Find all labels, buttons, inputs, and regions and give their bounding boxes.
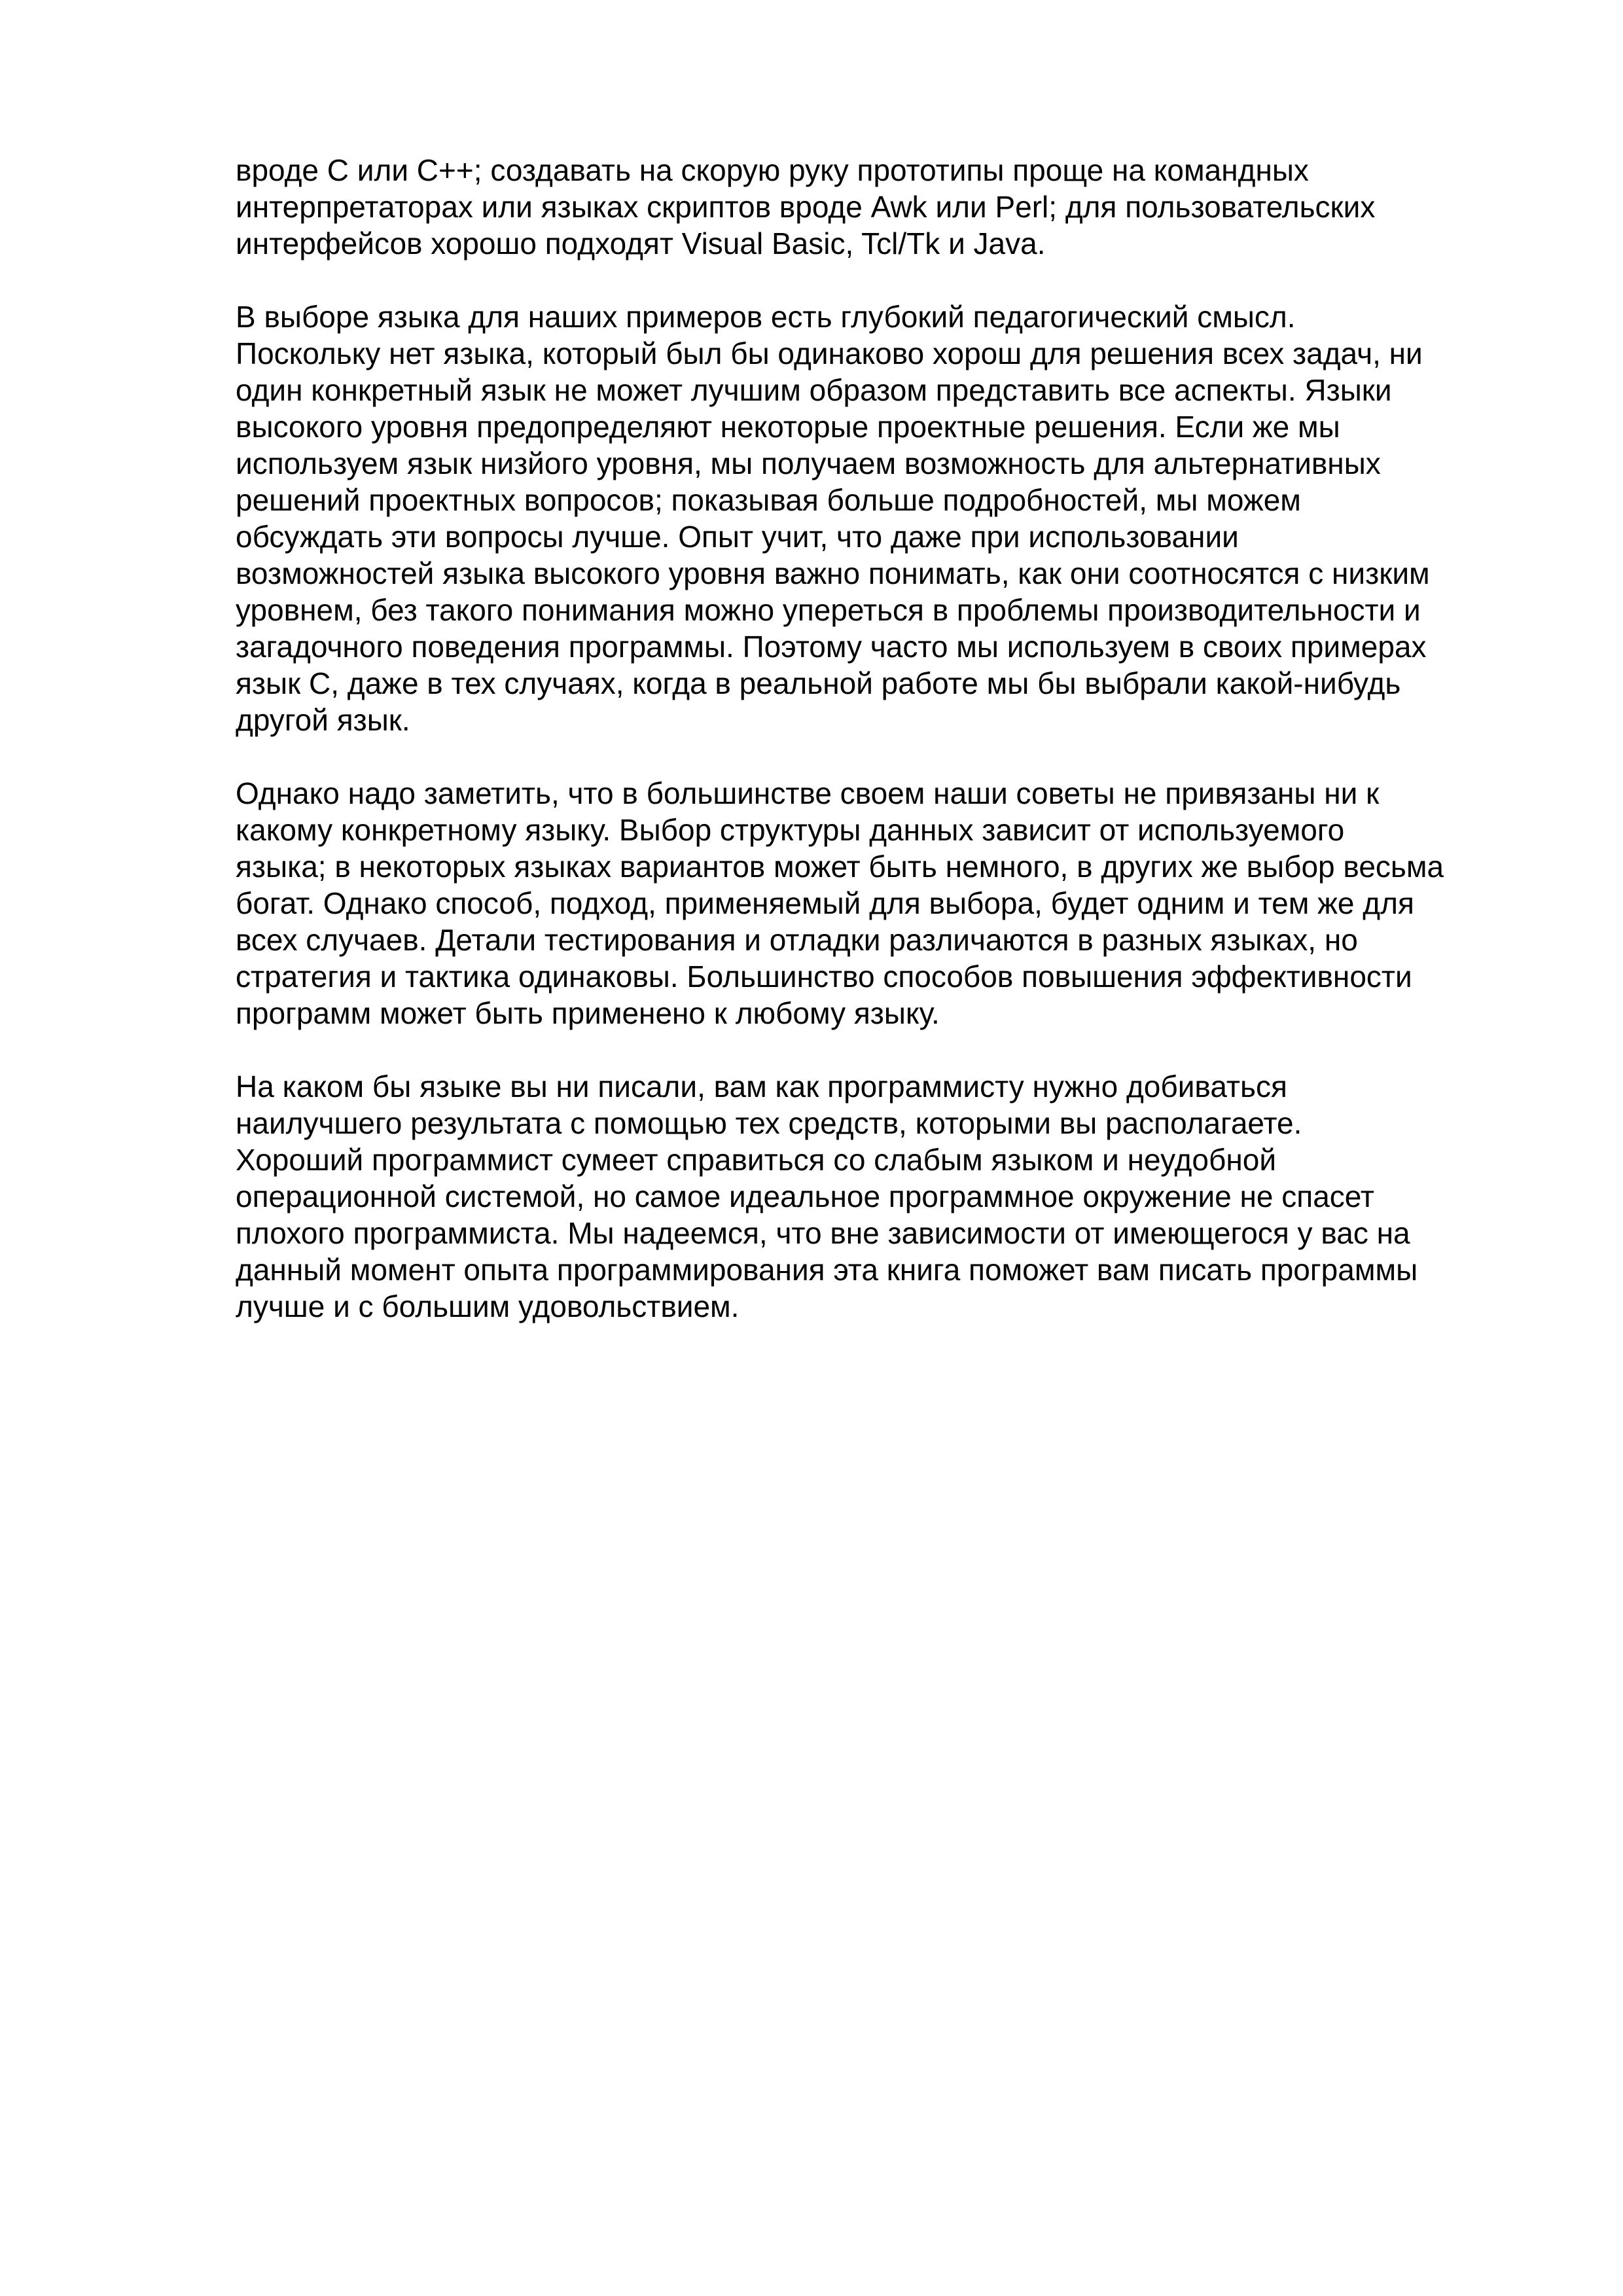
paragraph-2 (236, 298, 1544, 738)
text-line: интерфейсов хорошо подходят Visual Basic, Tcl/Tk и Java. (236, 226, 1046, 260)
text-line: языка; в некоторых языках вариантов может быть немного, в других же выбор весьма (236, 850, 1444, 884)
text-line: другой язык. (236, 703, 410, 737)
text-line: На каком бы языке вы ни писали, вам как программисту нужно добиваться (236, 1069, 1287, 1103)
text-line: обсуждать эти вопросы лучше. Опыт учит, что даже при использовании (236, 520, 1239, 554)
text-line: Однако надо заметить, что в большинстве своем наши советы не привязаны ни к (236, 776, 1380, 810)
text-line: интерпретаторах или языках скриптов вроде Awk или Perl; для пользовательских (236, 190, 1376, 224)
text-line: Поскольку нет языка, который был бы одинаково хорош для решения всех задач, ни (236, 336, 1423, 370)
text-line: В выборе языка для наших примеров есть глубокий педагогический смысл. (236, 300, 1296, 334)
text-line: решений проектных вопросов; показывая больше подробностей, мы можем (236, 483, 1301, 517)
text-line: уровнем, без такого понимания можно упереться в проблемы производительности и (236, 593, 1421, 627)
paragraph-3 (236, 775, 1544, 1031)
text-line: наилучшего результата с помощью тех средств, которыми вы располагаете. (236, 1106, 1302, 1140)
text-line: плохого программиста. Мы надеемся, что вне зависимости от имеющегося у вас на (236, 1216, 1410, 1250)
text-line: высокого уровня предопределяют некоторые проектные решения. Если же мы (236, 410, 1340, 444)
text-line: какому конкретному языку. Выбор структуры данных зависит от используемого (236, 813, 1345, 847)
text-line: богат. Однако способ, подход, применяемый для выбора, будет одним и тем же для (236, 886, 1414, 920)
text-line: загадочного поведения программы. Поэтому часто мы используем в своих примерах (236, 630, 1427, 664)
text-line: операционной системой, но самое идеальное программное окружение не спасет (236, 1179, 1374, 1213)
text-line: программ может быть применено к любому языку. (236, 996, 940, 1030)
text-line: один конкретный язык не может лучшим образом представить все аспекты. Языки (236, 373, 1392, 407)
text-line: стратегия и тактика одинаковы. Большинство способов повышения эффективности (236, 960, 1412, 994)
text-line: данный момент опыта программирования эта книга поможет вам писать программы (236, 1253, 1418, 1287)
text-line: всех случаев. Детали тестирования и отладки различаются в разных языках, но (236, 923, 1358, 957)
text-line: возможностей языка высокого уровня важно понимать, как они соотносятся с низким (236, 556, 1430, 590)
text-line: Хороший программист сумеет справиться со слабым языком и неудобной (236, 1143, 1277, 1177)
paragraph-1 (236, 152, 1544, 262)
text-line: лучше и с большим удовольствием. (236, 1289, 740, 1323)
paragraph-4 (236, 1068, 1544, 1325)
text-line: вроде C или C++; создавать на скорую руку прототипы проще на командных (236, 153, 1309, 187)
text-column (236, 152, 1544, 1361)
text-line: язык С, даже в тех случаях, когда в реальной работе мы бы выбрали какой-нибудь (236, 666, 1401, 700)
text-line: используем язык низйого уровня, мы получаем возможность для альтернативных (236, 446, 1381, 480)
